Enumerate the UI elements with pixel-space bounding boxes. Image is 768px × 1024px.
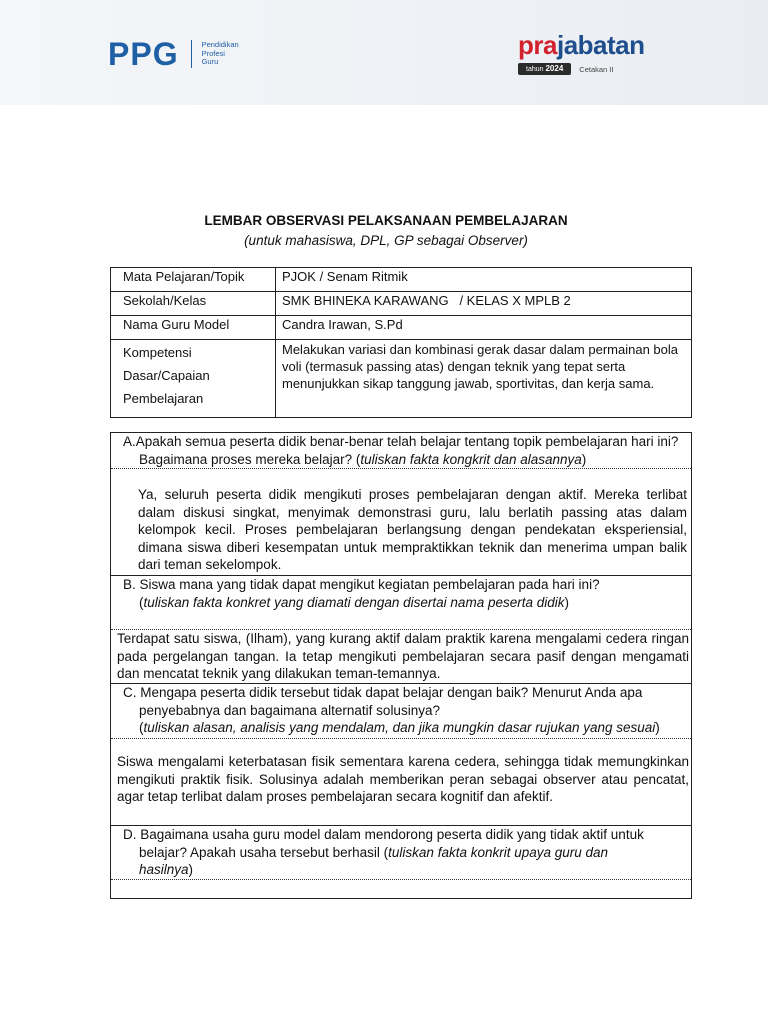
edition-label: Cetakan II (579, 64, 614, 74)
answer-a: Ya, seluruh peserta didik mengikuti proses pembelajaran dengan aktif. Mereka terlibat dalam diskusi singkat, menyimak demonstrasi guru, lalu berlatih passing atas dalam kelompok kecil. Proses pembelajaran berlangsung dengan pendekatan eksperiensial, dimana siswa diberi kesempatan untuk mempraktikkan teknik dan menerima umpan balik dari teman sekelompok. (138, 487, 687, 572)
info-label-school: Sekolah/Kelas (111, 292, 276, 316)
prajabatan-logo (518, 30, 668, 75)
ppg-brand: PPG (108, 36, 179, 72)
question-d: D. Bagaimana usaha guru model dalam mendorong peserta didik yang tidak aktif untuk belajar? Apakah usaha tersebut berhasil (tuliskan fakta konkrit upaya guru dan hasilnya) (123, 827, 644, 877)
prajabatan-wordmark: prajabatan (518, 30, 645, 60)
table-row (111, 340, 692, 418)
document-subtitle: (untuk mahasiswa, DPL, GP sebagai Observer) (244, 233, 528, 248)
info-value-teacher: Candra Irawan, S.Pd (276, 316, 692, 340)
question-c: C. Mengapa peserta didik tersebut tidak dapat belajar dengan baik? Menurut Anda apa penyebabnya dan bagaimana alternatif solusinya? (tuliskan alasan, analisis yang mendalam, dan jika mungkin dasar rujukan yang sesuai) (123, 685, 660, 735)
info-table (110, 267, 692, 418)
table-row (111, 316, 692, 340)
observation-questions (110, 432, 692, 899)
dotted-divider (111, 879, 691, 880)
info-value-school: SMK BHINEKA KARAWANG / KELAS X MPLB 2 (276, 292, 692, 316)
answer-b: Terdapat satu siswa, (Ilham), yang kurang aktif dalam praktik karena mengalami cedera ringan pada pergelangan tangan. Ia tetap mengikuti pembelajaran secara pasif dengan mengamati dan mencatat teknik yang dilakukan teman-temannya. (117, 631, 689, 681)
info-value-competency: Melakukan variasi dan kombinasi gerak dasar dalam permainan bola voli (termasuk passing atas) dengan teknik yang tepat serta menunjukkan sikap tanggung jawab, sportivitas, dan kerja sama. (276, 340, 692, 418)
ppg-logo (108, 38, 239, 70)
dotted-divider (111, 738, 691, 739)
year-badge: tahun 2024 (518, 63, 571, 75)
document-title: LEMBAR OBSERVASI PELAKSANAAN PEMBELAJARAN (204, 213, 568, 228)
answer-c: Siswa mengalami keterbatasan fisik sementara karena cedera, sehingga tidak memungkinkan mengikuti praktik fisik. Solusinya adalah memberikan peran sebagai observer atau pencatat, agar tetap terlibat dalam proses pembelajaran secara kognitif dan afektif. (117, 754, 689, 804)
header-banner (0, 0, 768, 105)
table-row (111, 268, 692, 292)
ppg-divider (191, 40, 192, 68)
dotted-divider (111, 468, 691, 469)
info-label-teacher: Nama Guru Model (111, 316, 276, 340)
info-value-subject: PJOK / Senam Ritmik (276, 268, 692, 292)
table-row (111, 292, 692, 316)
question-b: B. Siswa mana yang tidak dapat mengikut kegiatan pembelajaran pada hari ini? (tuliskan fakta konkret yang diamati dengan disertai nama peserta didik) (123, 577, 600, 610)
info-label-subject: Mata Pelajaran/Topik (111, 268, 276, 292)
ppg-subtitle: Pendidikan Profesi Guru (201, 40, 239, 67)
question-a: A.Apakah semua peserta didik benar-benar telah belajar tentang topik pembelajaran hari ini? Bagaimana proses mereka belajar? (tuliskan fakta kongkrit dan alasannya) (123, 434, 679, 467)
info-label-competency: Kompetensi Dasar/Capaian Pembelajaran (111, 340, 276, 418)
